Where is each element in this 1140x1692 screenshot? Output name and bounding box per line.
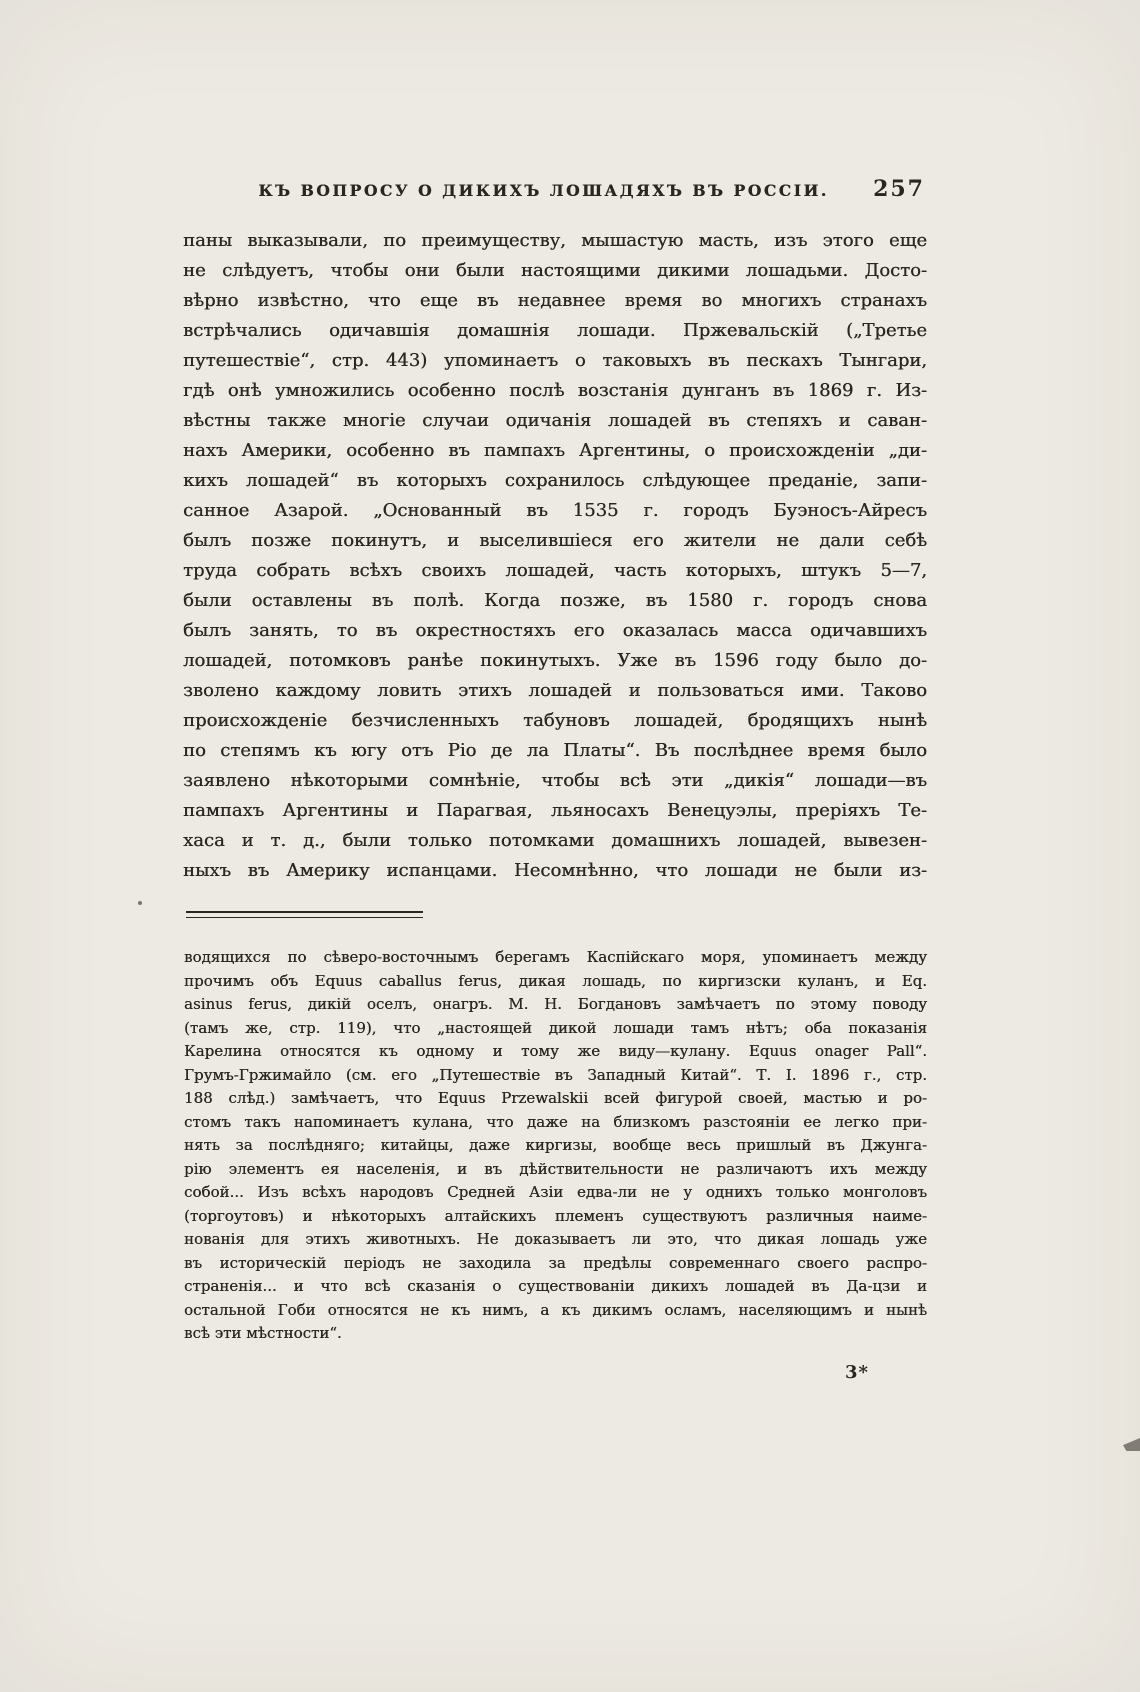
text-line: всѣ эти мѣстности“. xyxy=(184,1324,342,1342)
text-line: ныхъ въ Америку испанцами. Несомнѣнно, что лошади не были из- xyxy=(183,860,927,881)
text-line: рію элементъ ея населенія, и въ дѣйствительности не различаютъ ихъ между xyxy=(184,1159,927,1178)
signature-mark: 3* xyxy=(845,1362,869,1383)
page-header xyxy=(183,176,927,206)
text-line: вѣстны также многіе случаи одичанія лошадей въ степяхъ и саван- xyxy=(183,410,927,431)
text-line: по степямъ къ югу отъ Ріо де ла Платы“. Въ послѣднее время было xyxy=(183,740,927,761)
text-line: Карелина относятся къ одному и тому же виду—кулану. Equus onager Pall“. xyxy=(184,1042,927,1060)
text-line: встрѣчались одичавшія домашнія лошади. Пржевальскій („Третье xyxy=(183,320,927,341)
text-line: не слѣдуетъ, чтобы они были настоящими дикими лошадьми. Досто- xyxy=(183,260,927,281)
text-line: заявлено нѣкоторыми сомнѣніе, чтобы всѣ эти „дикія“ лошади—въ xyxy=(183,770,927,791)
text-line: собой... Изъ всѣхъ народовъ Средней Азіи едва-ли не у однихъ только монголовъ xyxy=(184,1183,927,1201)
text-line: зволено каждому ловить этихъ лошадей и пользоваться ими. Таково xyxy=(183,680,927,701)
text-line: санное Азарой. „Основанный въ 1535 г. городъ Буэносъ-Айресъ xyxy=(183,500,927,521)
text-line: гдѣ онѣ умножились особенно послѣ возстанія дунганъ въ 1869 г. Из- xyxy=(183,380,927,401)
text-line: остальной Гоби относятся не къ нимъ, а къ дикимъ осламъ, населяющимъ и нынѣ xyxy=(184,1300,927,1319)
text-line: хаса и т. д., были только потомками домашнихъ лошадей, вывезен- xyxy=(183,830,927,851)
text-line: Грумъ-Гржимайло (см. его „Путешествіе въ Западный Китай“. Т. I. 1896 г., стр. xyxy=(184,1065,927,1084)
text-line: 188 слѣд.) замѣчаетъ, что Equus Przewalskii всей фигурой своей, мастью и ро- xyxy=(184,1089,927,1107)
text-line: былъ позже покинутъ, и выселившіеся его жители не дали себѣ xyxy=(183,530,927,551)
text-line: прочимъ объ Equus caballus ferus, дикая лошадь, по киргизски куланъ, и Eq. xyxy=(184,971,927,990)
text-line: труда собрать всѣхъ своихъ лошадей, часть которыхъ, штукъ 5—7, xyxy=(183,560,927,581)
text-line: пампахъ Аргентины и Парагвая, льяносахъ Венецуэлы, преріяхъ Те- xyxy=(183,800,927,821)
text-line: лошадей, потомковъ ранѣе покинутыхъ. Уже въ 1596 году было до- xyxy=(183,650,927,671)
text-line: страненія... и что всѣ сказанія о существованіи дикихъ лошадей въ Да-цзи и xyxy=(184,1277,927,1295)
scan-speck xyxy=(138,901,142,905)
text-line: (тамъ же, стр. 119), что „настоящей дикой лошади тамъ нѣтъ; оба показанія xyxy=(184,1018,927,1037)
text-line: путешествіе“, стр. 443) упоминаетъ о таковыхъ въ пескахъ Тынгари, xyxy=(183,350,927,371)
running-title: КЪ ВОПРОСУ О ДИКИХЪ ЛОШАДЯХЪ ВЪ РОССІИ. xyxy=(258,181,829,200)
main-text-block xyxy=(183,226,927,886)
footnote-block xyxy=(184,946,927,1346)
text-line: (торгоутовъ) и нѣкоторыхъ алтайскихъ племенъ существуютъ различныя наиме- xyxy=(184,1206,927,1225)
text-line: asinus ferus, дикій оселъ, онагръ. М. Н. Богдановъ замѣчаетъ по этому поводу xyxy=(184,995,927,1013)
text-line: были оставлены въ полѣ. Когда позже, въ 1580 г. городъ снова xyxy=(183,590,927,611)
text-line: нахъ Америки, особенно въ пампахъ Аргентины, о происхожденіи „ди- xyxy=(183,440,927,461)
text-line: водящихся по сѣверо-восточнымъ берегамъ Каспійскаго моря, упоминаетъ между xyxy=(184,948,927,966)
text-line: былъ занять, то въ окрестностяхъ его оказалась масса одичавшихъ xyxy=(183,620,927,641)
text-line: нять за послѣдняго; китайцы, даже киргизы, вообще весь пришлый въ Джунга- xyxy=(184,1136,927,1154)
page-number: 257 xyxy=(873,176,925,202)
text-line: кихъ лошадей“ въ которыхъ сохранилось слѣдующее преданіе, запи- xyxy=(183,470,927,491)
text-line: стомъ такъ напоминаетъ кулана, что даже на близкомъ разстояніи ее легко при- xyxy=(184,1112,927,1131)
text-line: въ историческій періодъ не заходила за предѣлы современнаго своего распро- xyxy=(184,1253,927,1272)
scan-artifact xyxy=(1123,1438,1140,1451)
footnote-separator xyxy=(186,911,423,918)
text-line: нованія для этихъ животныхъ. Не доказываетъ ли это, что дикая лошадь уже xyxy=(184,1230,927,1248)
text-line: паны выказывали, по преимуществу, мышастую масть, изъ этого еще xyxy=(183,230,927,251)
text-line: происхожденіе безчисленныхъ табуновъ лошадей, бродящихъ нынѣ xyxy=(183,710,927,731)
text-line: вѣрно извѣстно, что еще въ недавнее время во многихъ странахъ xyxy=(183,290,927,311)
